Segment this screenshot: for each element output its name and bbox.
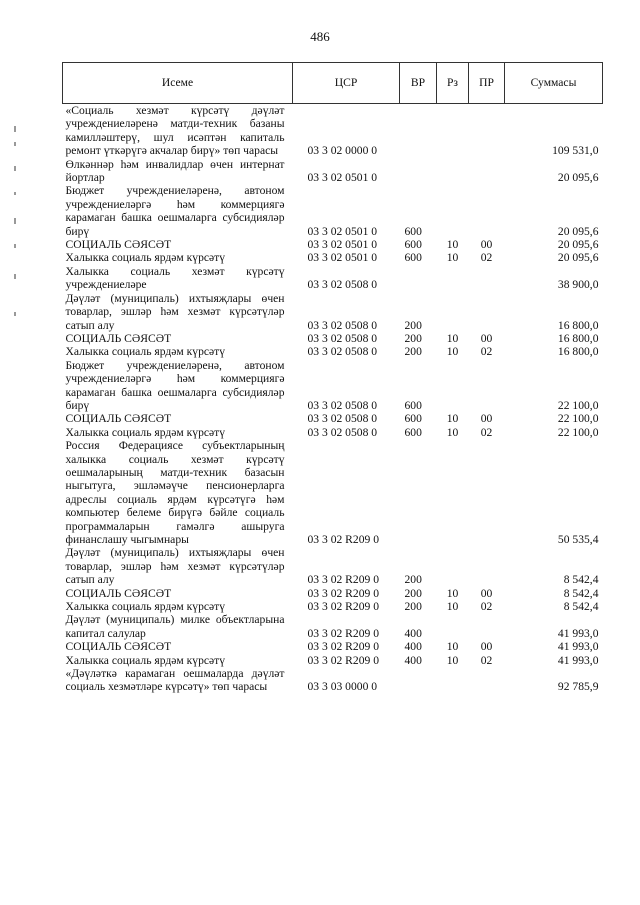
- row-sum: 20 095,6: [557, 238, 599, 252]
- row-vr: [400, 667, 437, 694]
- header-csr: ЦСР: [293, 63, 400, 104]
- row-name: СОЦИАЛЬ СӘЯСӘТ: [65, 586, 172, 600]
- row-name: Халыкка социаль ярдәм күрсәтү: [65, 345, 226, 359]
- row-name: Бюджет учреждениеләренә, автоном учреждениеләргә һәм коммерциягә карамаган башка оешмаларга субсидияләр бирү: [65, 184, 285, 238]
- row-sum: 41 993,0: [557, 626, 599, 640]
- row-csr: 03 3 03 0000 0: [307, 680, 378, 694]
- row-sum: 8 542,4: [563, 586, 599, 600]
- row-name: «Дәүләткә карамаган оешмаларда дәүләт социаль хезмәтләре күрсәтү» төп чарасы: [65, 667, 285, 694]
- row-sum: 16 800,0: [557, 331, 599, 345]
- row-name: Халыкка социаль ярдәм күрсәтү: [65, 251, 226, 265]
- row-pr: [469, 104, 505, 158]
- row-vr: [400, 265, 437, 292]
- row-vr: 200: [404, 345, 422, 359]
- row-pr: 00: [480, 331, 493, 345]
- table-row: [63, 184, 603, 238]
- row-sum: 22 100,0: [557, 412, 599, 426]
- row-csr: 03 3 02 R209 0: [307, 573, 379, 587]
- row-name: Халыкка социаль ярдәм күрсәтү: [65, 653, 226, 667]
- row-rz: [437, 184, 469, 238]
- table-row: [63, 426, 603, 439]
- row-pr: 02: [480, 653, 493, 667]
- row-rz: [437, 667, 469, 694]
- row-name: СОЦИАЛЬ СӘЯСӘТ: [65, 238, 172, 252]
- row-vr: 600: [404, 224, 422, 238]
- row-vr: 600: [404, 251, 422, 265]
- table-row: [63, 104, 603, 158]
- table-row: [63, 667, 603, 694]
- row-rz: 10: [446, 238, 459, 252]
- row-csr: 03 3 02 0501 0: [307, 238, 378, 252]
- row-csr: 03 3 02 0501 0: [307, 171, 378, 185]
- table-row: [63, 292, 603, 332]
- row-pr: 00: [480, 238, 493, 252]
- table-row: [63, 546, 603, 586]
- row-name: Халыкка социаль ярдәм күрсәтү: [65, 425, 226, 439]
- row-sum: 38 900,0: [557, 278, 599, 292]
- row-sum: 22 100,0: [557, 398, 599, 412]
- row-vr: 200: [404, 331, 422, 345]
- row-pr: [469, 184, 505, 238]
- row-csr: 03 3 02 R209 0: [307, 600, 379, 614]
- row-rz: [437, 439, 469, 546]
- row-pr: 00: [480, 412, 493, 426]
- table-row: [63, 158, 603, 185]
- row-name: Халыкка социаль хезмәт күрсәтү учреждениеләре: [65, 264, 285, 292]
- row-rz: 10: [446, 412, 459, 426]
- table-row: [63, 251, 603, 264]
- row-rz: [437, 359, 469, 413]
- row-name: Өлкәннәр һәм инвалидлар өчен интернат йортлар: [65, 157, 285, 185]
- row-sum: 16 800,0: [557, 345, 599, 359]
- budget-table: [62, 62, 603, 694]
- row-pr: [469, 265, 505, 292]
- row-rz: 10: [446, 586, 459, 600]
- row-rz: [437, 158, 469, 185]
- row-pr: [469, 546, 505, 586]
- row-name: Дәүләт (муниципаль) ихтыяҗлары өчен товарлар, эшләр һәм хезмәт күрсәтүләр сатып алу: [65, 291, 285, 332]
- row-csr: 03 3 02 0508 0: [307, 318, 378, 332]
- row-name: Халыкка социаль ярдәм күрсәтү: [65, 600, 226, 614]
- row-vr: 600: [404, 398, 422, 412]
- row-name: СОЦИАЛЬ СӘЯСӘТ: [65, 640, 172, 654]
- row-pr: [469, 613, 505, 640]
- row-rz: [437, 265, 469, 292]
- row-sum: 16 800,0: [557, 318, 599, 332]
- row-vr: 600: [404, 412, 422, 426]
- row-vr: 200: [404, 586, 422, 600]
- row-vr: [400, 104, 437, 158]
- row-csr: 03 3 02 R209 0: [307, 626, 379, 640]
- row-vr: [400, 158, 437, 185]
- row-csr: 03 3 02 0508 0: [307, 412, 378, 426]
- table-row: [63, 332, 603, 345]
- row-vr: 400: [404, 640, 422, 654]
- row-name: «Социаль хезмәт күрсәтү дәүләт учреждениеләренә матди-техник базаны камилләштерү, шул исәптән капиталь ремонт үткәрүгә акчалар бирү» төп чарасы: [65, 104, 285, 158]
- row-name: СОЦИАЛЬ СӘЯСӘТ: [65, 331, 172, 345]
- row-rz: 10: [446, 331, 459, 345]
- row-name: Дәүләт (муниципаль) милке объектларына капитал салулар: [65, 613, 285, 640]
- row-csr: 03 3 02 0508 0: [307, 398, 378, 412]
- row-sum: 20 095,6: [557, 251, 599, 265]
- header-rz: Рз: [437, 63, 469, 104]
- row-vr: [400, 439, 437, 546]
- scan-edge-marks: [14, 126, 18, 326]
- row-sum: 20 095,6: [557, 224, 599, 238]
- row-csr: 03 3 02 0000 0: [307, 144, 378, 158]
- table-row: [63, 238, 603, 251]
- row-csr: 03 3 02 0508 0: [307, 425, 378, 439]
- row-name: СОЦИАЛЬ СӘЯСӘТ: [65, 412, 172, 426]
- table-row: [63, 359, 603, 413]
- row-rz: 10: [446, 653, 459, 667]
- row-pr: 02: [480, 251, 493, 265]
- row-csr: 03 3 02 R209 0: [307, 533, 379, 546]
- row-pr: [469, 292, 505, 332]
- row-name: Россия Федерациясе субъектларының халыкка социаль хезмәт күрсәтү оешмаларының матди-техник базасын ныгытуга, эшләмәүче пенсионерларга адреслы социаль ярдәм күрсәтүгә һәм компьютер белеме бирүгә бәйле социаль программаларын гамәлгә ашыруга финанслашу чыгымнары: [65, 439, 285, 546]
- row-sum: 8 542,4: [563, 600, 599, 614]
- header-vr: ВР: [400, 63, 437, 104]
- row-sum: 20 095,6: [557, 171, 599, 185]
- table-row: [63, 345, 603, 358]
- row-csr: 03 3 02 R209 0: [307, 653, 379, 667]
- row-csr: 03 3 02 0501 0: [307, 251, 378, 265]
- row-vr: 200: [404, 573, 422, 587]
- row-rz: 10: [446, 640, 459, 654]
- row-rz: [437, 292, 469, 332]
- row-sum: 22 100,0: [557, 425, 599, 439]
- row-sum: 92 785,9: [557, 680, 599, 694]
- row-name: Дәүләт (муниципаль) ихтыяҗлары өчен товарлар, эшләр һәм хезмәт күрсәтүләр сатып алу: [65, 546, 285, 587]
- row-pr: [469, 359, 505, 413]
- row-pr: [469, 158, 505, 185]
- page-number: 486: [310, 29, 330, 44]
- row-sum: 41 993,0: [557, 640, 599, 654]
- row-csr: 03 3 02 0508 0: [307, 278, 378, 292]
- row-vr: 200: [404, 318, 422, 332]
- row-rz: 10: [446, 345, 459, 359]
- table-row: [63, 439, 603, 546]
- table-row: [63, 600, 603, 613]
- table-row: [63, 412, 603, 425]
- row-sum: 50 535,4: [557, 533, 599, 546]
- table-row: [63, 587, 603, 600]
- row-pr: 02: [480, 425, 493, 439]
- row-pr: 00: [480, 586, 493, 600]
- row-sum: 109 531,0: [552, 144, 599, 158]
- row-name: Бюджет учреждениеләренә, автоном учреждениеләргә һәм коммерциягә карамаган башка оешмаларга субсидияләр бирү: [65, 358, 285, 412]
- row-rz: 10: [446, 425, 459, 439]
- row-rz: [437, 104, 469, 158]
- header-name: Исеме: [63, 63, 293, 104]
- table-header-row: [63, 63, 603, 104]
- row-csr: 03 3 02 0508 0: [307, 331, 378, 345]
- header-pr: ПР: [469, 63, 505, 104]
- row-pr: 00: [480, 640, 493, 654]
- row-pr: [469, 439, 505, 546]
- table-row: [63, 265, 603, 292]
- row-vr: 600: [404, 238, 422, 252]
- row-rz: 10: [446, 251, 459, 265]
- row-vr: 600: [404, 425, 422, 439]
- row-rz: [437, 546, 469, 586]
- row-vr: 200: [404, 600, 422, 614]
- row-vr: 400: [404, 626, 422, 640]
- row-sum: 41 993,0: [557, 653, 599, 667]
- table-row: [63, 613, 603, 640]
- row-csr: 03 3 02 R209 0: [307, 586, 379, 600]
- row-pr: 02: [480, 345, 493, 359]
- row-csr: 03 3 02 0501 0: [307, 224, 378, 238]
- row-pr: 02: [480, 600, 493, 614]
- table-row: [63, 640, 603, 653]
- row-rz: [437, 613, 469, 640]
- table-row: [63, 654, 603, 667]
- row-rz: 10: [446, 600, 459, 614]
- row-csr: 03 3 02 R209 0: [307, 640, 379, 654]
- row-sum: 8 542,4: [563, 573, 599, 587]
- row-csr: 03 3 02 0508 0: [307, 345, 378, 359]
- row-pr: [469, 667, 505, 694]
- header-sum: Суммасы: [505, 63, 603, 104]
- row-vr: 400: [404, 653, 422, 667]
